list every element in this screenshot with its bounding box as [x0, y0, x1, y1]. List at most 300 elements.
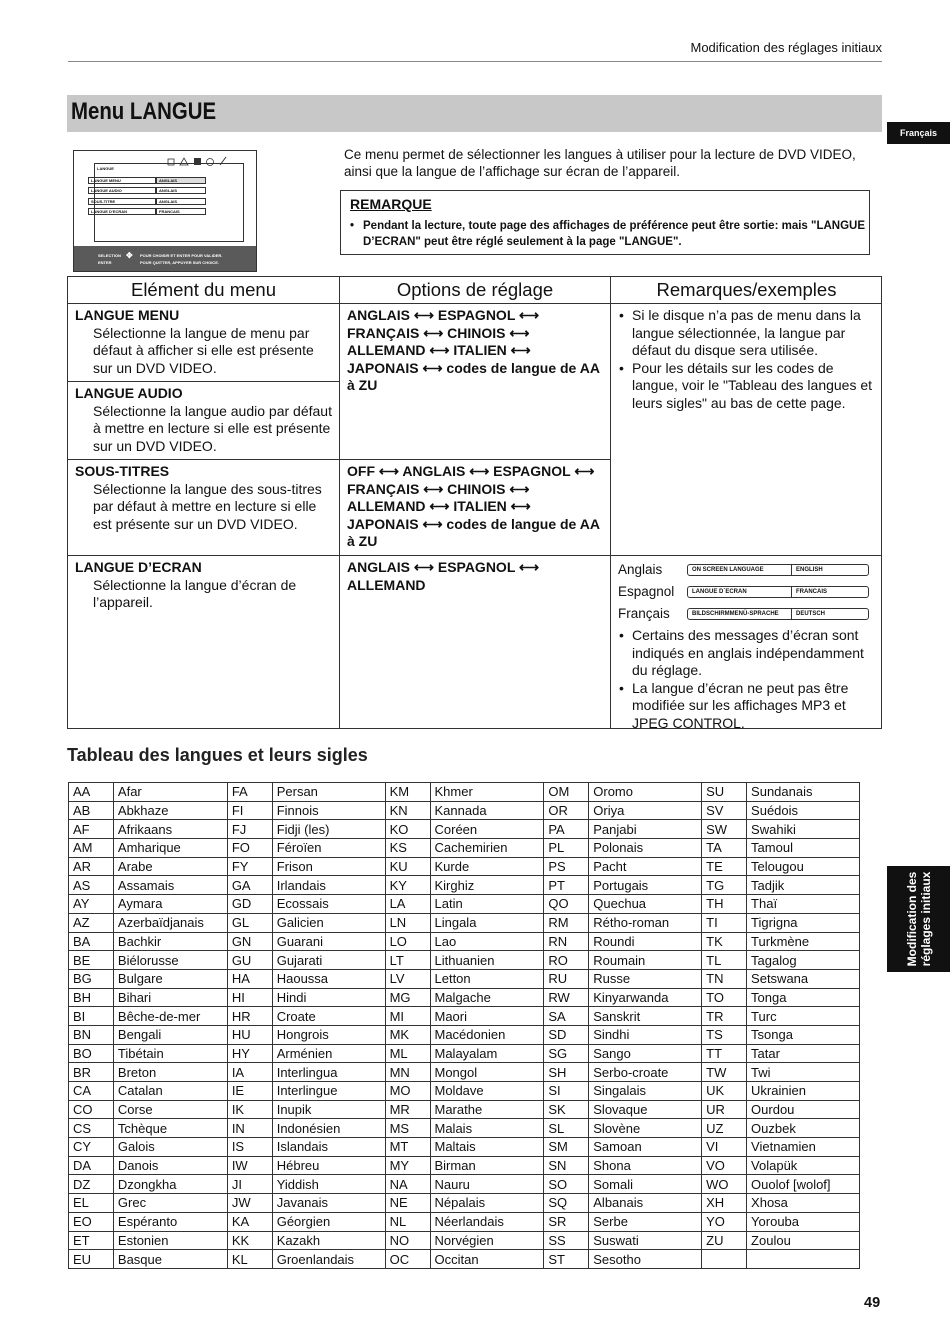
language-cell: Sango	[589, 1044, 702, 1063]
language-cell: Telougou	[747, 857, 860, 876]
code-cell: PS	[544, 857, 589, 876]
language-cell: Polonais	[589, 839, 702, 858]
language-tab: Français	[887, 122, 950, 144]
code-cell: KO	[385, 820, 430, 839]
remark-title: REMARQUE	[350, 196, 432, 212]
code-cell: FA	[227, 783, 272, 802]
language-cell: Bengali	[113, 1025, 227, 1044]
language-cell: Lingala	[430, 913, 544, 932]
code-cell: OM	[544, 783, 589, 802]
code-cell: LO	[385, 932, 430, 951]
code-cell: AB	[69, 801, 114, 820]
page-number: 49	[864, 1295, 881, 1311]
language-cell: Somali	[589, 1175, 702, 1194]
code-cell: DZ	[69, 1175, 114, 1194]
language-cell: Suédois	[747, 801, 860, 820]
code-cell: MY	[385, 1156, 430, 1175]
language-cell: Xhosa	[747, 1194, 860, 1213]
language-cell: Khmer	[430, 783, 544, 802]
code-cell: CO	[69, 1100, 114, 1119]
code-cell: SA	[544, 1007, 589, 1026]
screen-title: LANGUE	[97, 166, 114, 171]
remark-box	[340, 190, 870, 255]
language-cell: Samoan	[589, 1138, 702, 1157]
table-row	[69, 1156, 860, 1175]
language-cell: Gujarati	[272, 951, 385, 970]
table-row	[69, 1082, 860, 1101]
code-cell: MO	[385, 1082, 430, 1101]
code-cell: EO	[69, 1212, 114, 1231]
language-cell: Portugais	[589, 876, 702, 895]
language-cell: Latin	[430, 895, 544, 914]
code-cell: SG	[544, 1044, 589, 1063]
language-cell: Ecossais	[272, 895, 385, 914]
language-cell: Oromo	[589, 783, 702, 802]
code-cell: BO	[69, 1044, 114, 1063]
code-cell: PL	[544, 839, 589, 858]
language-cell: Frison	[272, 857, 385, 876]
code-cell: CY	[69, 1138, 114, 1157]
language-cell: Macédonien	[430, 1025, 544, 1044]
intro-text: Ce menu permet de sélectionner les langues à utiliser pour la lecture de DVD VIDEO, ainsi que la langue de l’affichage sur écran de l’appareil.	[344, 147, 856, 179]
code-cell: SD	[544, 1025, 589, 1044]
code-cell: WO	[702, 1175, 747, 1194]
code-cell: AR	[69, 857, 114, 876]
language-cell: Persan	[272, 783, 385, 802]
code-cell: SO	[544, 1175, 589, 1194]
code-cell: SW	[702, 820, 747, 839]
osd-example: LANGUE D´ECRAN FRANCAIS	[687, 586, 869, 598]
code-cell: TA	[702, 839, 747, 858]
language-cell: Rétho-roman	[589, 913, 702, 932]
code-cell: MI	[385, 1007, 430, 1026]
code-cell: DA	[69, 1156, 114, 1175]
language-cell: Malayalam	[430, 1044, 544, 1063]
language-cell: Finnois	[272, 801, 385, 820]
language-cell: Tonga	[747, 988, 860, 1007]
table-row	[69, 1138, 860, 1157]
language-cell: Kurde	[430, 857, 544, 876]
code-cell: TE	[702, 857, 747, 876]
language-cell: Lithuanien	[430, 951, 544, 970]
screen-row: LANGUE MENU ANGLAIS	[88, 177, 206, 184]
language-cell: Serbe	[589, 1212, 702, 1231]
language-cell: Fidji (les)	[272, 820, 385, 839]
language-cell: Volapük	[747, 1156, 860, 1175]
language-cell: Bihari	[113, 988, 227, 1007]
code-cell: GN	[227, 932, 272, 951]
code-cell: AF	[69, 820, 114, 839]
language-cell: Suswati	[589, 1231, 702, 1250]
code-cell: TL	[702, 951, 747, 970]
language-cell: Inupik	[272, 1100, 385, 1119]
language-cell: Catalan	[113, 1082, 227, 1101]
language-cell: Ourdou	[747, 1100, 860, 1119]
table-row	[69, 895, 860, 914]
code-cell: RW	[544, 988, 589, 1007]
code-cell: IN	[227, 1119, 272, 1138]
screen-row: LANGUE AUDIO ANGLAIS	[88, 187, 206, 194]
language-cell: Afar	[113, 783, 227, 802]
code-cell: TK	[702, 932, 747, 951]
code-cell: UR	[702, 1100, 747, 1119]
code-cell: TW	[702, 1063, 747, 1082]
code-cell: CA	[69, 1082, 114, 1101]
code-cell: OC	[385, 1250, 430, 1269]
code-cell: JW	[227, 1194, 272, 1213]
table-row	[69, 951, 860, 970]
language-cell: Guarani	[272, 932, 385, 951]
language-cell: Galicien	[272, 913, 385, 932]
table-row	[69, 1231, 860, 1250]
language-cell: Mongol	[430, 1063, 544, 1082]
code-cell: AY	[69, 895, 114, 914]
osd-lang-label: Espagnol	[618, 584, 675, 599]
code-cell: FI	[227, 801, 272, 820]
language-cell: Coréen	[430, 820, 544, 839]
language-cell: Sesotho	[589, 1250, 702, 1269]
language-cell: Hongrois	[272, 1025, 385, 1044]
language-cell: Thaï	[747, 895, 860, 914]
code-cell: IS	[227, 1138, 272, 1157]
code-cell: SK	[544, 1100, 589, 1119]
code-cell: ML	[385, 1044, 430, 1063]
language-cell: Groenlandais	[272, 1250, 385, 1269]
code-cell: OR	[544, 801, 589, 820]
code-cell: SR	[544, 1212, 589, 1231]
code-cell: GU	[227, 951, 272, 970]
language-cell: Grec	[113, 1194, 227, 1213]
language-cell: Marathe	[430, 1100, 544, 1119]
section-tab-label: Modification des réglages initiaux	[904, 871, 933, 967]
code-cell: SM	[544, 1138, 589, 1157]
code-cell: JI	[227, 1175, 272, 1194]
code-cell: LT	[385, 951, 430, 970]
language-cell: Turc	[747, 1007, 860, 1026]
table-row	[69, 932, 860, 951]
code-cell: MN	[385, 1063, 430, 1082]
options-sous-titres: OFF ⟷ ANGLAIS ⟷ ESPAGNOL ⟷ FRANÇAIS ⟷ CHINOIS ⟷ ALLEMAND ⟷ ITALIEN ⟷ JAPONAIS ⟷ codes de langue de AA à ZU	[347, 463, 600, 550]
language-cell: Roumain	[589, 951, 702, 970]
remarks-langue-ecran: • Certains des messages d’écran sont indiqués en anglais indépendamment du réglage. • La langue d’écran ne peut pas être modifiée sur les affichages MP3 et JPEG CONTROL.	[618, 627, 878, 733]
code-cell: MK	[385, 1025, 430, 1044]
language-cell: Vietnamien	[747, 1138, 860, 1157]
code-cell: AM	[69, 839, 114, 858]
code-cell: PA	[544, 820, 589, 839]
code-cell: MT	[385, 1138, 430, 1157]
language-cell: Norvégien	[430, 1231, 544, 1250]
language-cell: Sindhi	[589, 1025, 702, 1044]
table-row	[69, 839, 860, 858]
code-cell: KL	[227, 1250, 272, 1269]
screen-footer: SELECTION ENTER ✥ POUR CHOISIR ET ENTER POUR VALIDER. POUR QUITTER, APPUYER SUR CHOICE.	[74, 246, 256, 271]
language-cell: Interlingue	[272, 1082, 385, 1101]
language-cell: Quechua	[589, 895, 702, 914]
row-langue-menu: LANGUE MENU Sélectionne la langue de menu par défaut à afficher si elle est présente sur un DVD VIDEO.	[75, 307, 314, 376]
language-cell: Turkmène	[747, 932, 860, 951]
table-row	[69, 988, 860, 1007]
code-cell: GL	[227, 913, 272, 932]
language-cell: Interlingua	[272, 1063, 385, 1082]
language-cell: Nauru	[430, 1175, 544, 1194]
code-cell: AZ	[69, 913, 114, 932]
language-cell	[747, 1250, 860, 1269]
code-cell: UZ	[702, 1119, 747, 1138]
language-cell: Yiddish	[272, 1175, 385, 1194]
code-cell: SI	[544, 1082, 589, 1101]
code-cell: SH	[544, 1063, 589, 1082]
page-title: Menu LANGUE	[71, 98, 217, 125]
code-cell: KN	[385, 801, 430, 820]
code-cell: HY	[227, 1044, 272, 1063]
code-cell: IK	[227, 1100, 272, 1119]
osd-lang-label: Français	[618, 606, 670, 621]
options-menu-audio: ANGLAIS ⟷ ESPAGNOL ⟷ FRANÇAIS ⟷ CHINOIS ⟷ ALLEMAND ⟷ ITALIEN ⟷ JAPONAIS ⟷ codes de langue de AA à ZU	[347, 307, 600, 394]
remarks-menu-audio: • Si le disque n’a pas de menu dans la langue sélectionnée, la langue par défaut du disque sera utilisée. • Pour les détails sur les codes de langue, voir le "Tableau des langues et leurs sigles" au bas de cette page.	[618, 307, 878, 413]
language-cell: Slovène	[589, 1119, 702, 1138]
code-cell: FO	[227, 839, 272, 858]
language-cell: Irlandais	[272, 876, 385, 895]
code-cell: IA	[227, 1063, 272, 1082]
language-cell: Haoussa	[272, 969, 385, 988]
screen-row: SOUS-TITRE ANGLAIS	[88, 198, 206, 205]
language-cell: Albanais	[589, 1194, 702, 1213]
table-row	[69, 1044, 860, 1063]
language-cell: Breton	[113, 1063, 227, 1082]
code-cell: ET	[69, 1231, 114, 1250]
table-row	[69, 913, 860, 932]
language-cell: Amharique	[113, 839, 227, 858]
settings-table	[67, 276, 882, 729]
header-options: Options de réglage	[396, 279, 554, 300]
code-cell: MR	[385, 1100, 430, 1119]
code-cell: SU	[702, 783, 747, 802]
header-element: Elément du menu	[130, 279, 276, 300]
language-cell: Yorouba	[747, 1212, 860, 1231]
language-cell: Biélorusse	[113, 951, 227, 970]
osd-example: ON SCREEN LANGUAGE ENGLISH	[687, 564, 869, 576]
code-cell: RN	[544, 932, 589, 951]
language-cell: Pacht	[589, 857, 702, 876]
language-cell: Twi	[747, 1063, 860, 1082]
code-cell: KU	[385, 857, 430, 876]
language-cell: Birman	[430, 1156, 544, 1175]
language-cell: Maori	[430, 1007, 544, 1026]
language-cell: Bulgare	[113, 969, 227, 988]
language-codes-table	[68, 782, 860, 1269]
code-cell: RM	[544, 913, 589, 932]
language-cell: Panjabi	[589, 820, 702, 839]
code-cell: TH	[702, 895, 747, 914]
code-cell: ZU	[702, 1231, 747, 1250]
language-cell: Tigrigna	[747, 913, 860, 932]
language-cell: Tibétain	[113, 1044, 227, 1063]
language-cell: Azerbaïdjanais	[113, 913, 227, 932]
code-cell: TG	[702, 876, 747, 895]
language-cell: Serbo-croate	[589, 1063, 702, 1082]
table-row	[69, 857, 860, 876]
code-cell: RU	[544, 969, 589, 988]
osd-example: BILDSCHIRMMENÜ-SPRACHE DEUTSCH	[687, 608, 869, 620]
language-cell: Danois	[113, 1156, 227, 1175]
table-row	[69, 1025, 860, 1044]
language-cell: Croate	[272, 1007, 385, 1026]
code-cell: CS	[69, 1119, 114, 1138]
language-cell: Kazakh	[272, 1231, 385, 1250]
language-cell: Kinyarwanda	[589, 988, 702, 1007]
codes-body	[69, 783, 860, 1269]
code-cell: HR	[227, 1007, 272, 1026]
language-cell: Setswana	[747, 969, 860, 988]
language-cell: Slovaque	[589, 1100, 702, 1119]
language-cell: Espéranto	[113, 1212, 227, 1231]
code-cell: BH	[69, 988, 114, 1007]
table-row	[69, 1100, 860, 1119]
language-cell: Sundanais	[747, 783, 860, 802]
language-cell: Occitan	[430, 1250, 544, 1269]
language-cell: Féroïen	[272, 839, 385, 858]
code-cell: XH	[702, 1194, 747, 1213]
language-cell: Roundi	[589, 932, 702, 951]
code-cell: BA	[69, 932, 114, 951]
code-cell: LN	[385, 913, 430, 932]
code-cell: MS	[385, 1119, 430, 1138]
language-cell: Dzongkha	[113, 1175, 227, 1194]
language-cell: Géorgien	[272, 1212, 385, 1231]
table-row	[69, 820, 860, 839]
table-row	[69, 1175, 860, 1194]
language-cell: Russe	[589, 969, 702, 988]
remark-text: • Pendant la lecture, toute page des affichages de préférence peut être sortie: mais "LANGUE D’ECRAN" peut être réglé seulement à la page "LANGUE".	[363, 218, 869, 250]
language-cell: Assamais	[113, 876, 227, 895]
language-cell: Tagalog	[747, 951, 860, 970]
code-cell: FJ	[227, 820, 272, 839]
language-cell: Moldave	[430, 1082, 544, 1101]
language-cell: Arabe	[113, 857, 227, 876]
code-cell: SV	[702, 801, 747, 820]
code-cell: NL	[385, 1212, 430, 1231]
code-cell	[702, 1250, 747, 1269]
code-cell: RO	[544, 951, 589, 970]
code-cell: TT	[702, 1044, 747, 1063]
code-cell: ST	[544, 1250, 589, 1269]
code-cell: TO	[702, 988, 747, 1007]
code-cell: HA	[227, 969, 272, 988]
language-cell: Cachemirien	[430, 839, 544, 858]
code-cell: LA	[385, 895, 430, 914]
code-cell: PT	[544, 876, 589, 895]
screen-illustration	[73, 150, 257, 272]
code-cell: SQ	[544, 1194, 589, 1213]
options-langue-ecran: ANGLAIS ⟷ ESPAGNOL ⟷ ALLEMAND	[347, 559, 540, 593]
language-cell: Ukrainien	[747, 1082, 860, 1101]
code-cell: GA	[227, 876, 272, 895]
codes-section-title: Tableau des langues et leurs sigles	[67, 745, 368, 765]
code-cell: SS	[544, 1231, 589, 1250]
language-cell: Bêche-de-mer	[113, 1007, 227, 1026]
language-cell: Basque	[113, 1250, 227, 1269]
code-cell: QO	[544, 895, 589, 914]
table-row	[69, 1194, 860, 1213]
language-cell: Tadjik	[747, 876, 860, 895]
code-cell: NA	[385, 1175, 430, 1194]
language-cell: Islandais	[272, 1138, 385, 1157]
row-langue-audio: LANGUE AUDIO Sélectionne la langue audio par défaut à mettre en lecture si elle est présente sur un DVD VIDEO.	[75, 385, 332, 454]
code-cell: BI	[69, 1007, 114, 1026]
code-cell: VO	[702, 1156, 747, 1175]
language-cell: Afrikaans	[113, 820, 227, 839]
language-cell: Bachkir	[113, 932, 227, 951]
language-cell: Lao	[430, 932, 544, 951]
table-row	[69, 1250, 860, 1269]
code-cell: MG	[385, 988, 430, 1007]
code-cell: IW	[227, 1156, 272, 1175]
code-cell: KM	[385, 783, 430, 802]
code-cell: AA	[69, 783, 114, 802]
language-cell: Swahiki	[747, 820, 860, 839]
language-cell: Maltais	[430, 1138, 544, 1157]
language-cell: Zoulou	[747, 1231, 860, 1250]
code-cell: SN	[544, 1156, 589, 1175]
code-cell: KA	[227, 1212, 272, 1231]
code-cell: LV	[385, 969, 430, 988]
language-cell: Ouzbek	[747, 1119, 860, 1138]
language-cell: Indonésien	[272, 1119, 385, 1138]
code-cell: NO	[385, 1231, 430, 1250]
table-row	[69, 1007, 860, 1026]
code-cell: TS	[702, 1025, 747, 1044]
language-cell: Aymara	[113, 895, 227, 914]
running-header: Modification des réglages initiaux	[690, 40, 882, 55]
row-sous-titres: SOUS-TITRES Sélectionne la langue des sous-titres par défaut à mettre en lecture si elle est présente sur un DVD VIDEO.	[75, 463, 322, 532]
table-row	[69, 1119, 860, 1138]
language-cell: Néerlandais	[430, 1212, 544, 1231]
screen-row: LANGUE D'ECRAN FRANCAIS	[88, 208, 206, 215]
table-row	[69, 783, 860, 802]
language-cell: Shona	[589, 1156, 702, 1175]
code-cell: HU	[227, 1025, 272, 1044]
code-cell: TI	[702, 913, 747, 932]
code-cell: TR	[702, 1007, 747, 1026]
header-rule	[68, 61, 882, 62]
code-cell: VI	[702, 1138, 747, 1157]
language-cell: Arménien	[272, 1044, 385, 1063]
title-bar	[67, 95, 882, 132]
table-row	[69, 876, 860, 895]
language-cell: Kannada	[430, 801, 544, 820]
code-cell: KS	[385, 839, 430, 858]
language-cell: Galois	[113, 1138, 227, 1157]
language-cell: Tatar	[747, 1044, 860, 1063]
code-cell: YO	[702, 1212, 747, 1231]
code-cell: BN	[69, 1025, 114, 1044]
language-cell: Corse	[113, 1100, 227, 1119]
code-cell: KK	[227, 1231, 272, 1250]
language-cell: Kirghiz	[430, 876, 544, 895]
code-cell: AS	[69, 876, 114, 895]
language-cell: Tchèque	[113, 1119, 227, 1138]
language-cell: Letton	[430, 969, 544, 988]
language-cell: Malais	[430, 1119, 544, 1138]
code-cell: UK	[702, 1082, 747, 1101]
table-row	[69, 801, 860, 820]
language-cell: Hindi	[272, 988, 385, 1007]
language-cell: Estonien	[113, 1231, 227, 1250]
code-cell: NE	[385, 1194, 430, 1213]
language-cell: Tsonga	[747, 1025, 860, 1044]
code-cell: TN	[702, 969, 747, 988]
code-cell: BR	[69, 1063, 114, 1082]
